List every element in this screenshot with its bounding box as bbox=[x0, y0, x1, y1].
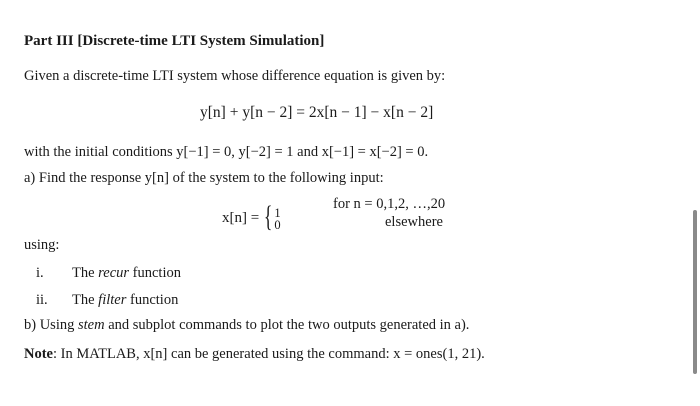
input-definition bbox=[222, 200, 281, 234]
case-values bbox=[274, 207, 280, 231]
method-prefix: The bbox=[72, 292, 99, 308]
using-label: using: bbox=[24, 237, 60, 253]
method-prefix: The bbox=[72, 265, 99, 281]
question-b-suffix: and subplot commands to plot the two outputs generated in a). bbox=[104, 317, 470, 333]
case-value-1: 1 bbox=[274, 205, 281, 220]
method-number: i. bbox=[36, 265, 44, 281]
method-item bbox=[72, 292, 178, 309]
question-b-prefix: b) Using bbox=[24, 317, 78, 333]
section-title: Part III [Discrete-time LTI System Simulation] bbox=[24, 33, 325, 49]
note-label: Note bbox=[24, 346, 53, 362]
method-suffix: function bbox=[129, 265, 181, 281]
method-number: ii. bbox=[36, 292, 48, 308]
question-b-keyword: stem bbox=[77, 317, 105, 333]
case-condition-1: for n = 0,1,2, …,20 bbox=[333, 196, 446, 212]
vertical-scrollbar[interactable] bbox=[693, 210, 697, 374]
intro-text: Given a discrete-time LTI system whose difference equation is given by: bbox=[24, 68, 446, 84]
question-b bbox=[24, 317, 469, 334]
method-keyword: filter bbox=[98, 292, 127, 308]
case-value-2: 0 bbox=[274, 217, 281, 232]
question-a: a) Find the response y[n] of the system to the following input: bbox=[24, 170, 384, 186]
method-keyword: recur bbox=[98, 265, 130, 281]
method-item bbox=[72, 265, 181, 282]
note-text: : In MATLAB, x[n] can be generated using the command: x = ones(1, 21). bbox=[53, 346, 485, 362]
initial-conditions-text: with the initial conditions y[−1] = 0, y[−2] = 1 and x[−1] = x[−2] = 0. bbox=[24, 144, 429, 160]
brace-symbol: { bbox=[263, 200, 273, 233]
difference-equation: y[n] + y[n − 2] = 2x[n − 1] − x[n − 2] bbox=[200, 104, 434, 121]
note-line bbox=[24, 346, 485, 363]
case-condition-2: elsewhere bbox=[385, 214, 443, 230]
method-suffix: function bbox=[126, 292, 179, 308]
input-lhs: x[n] = bbox=[222, 210, 263, 226]
